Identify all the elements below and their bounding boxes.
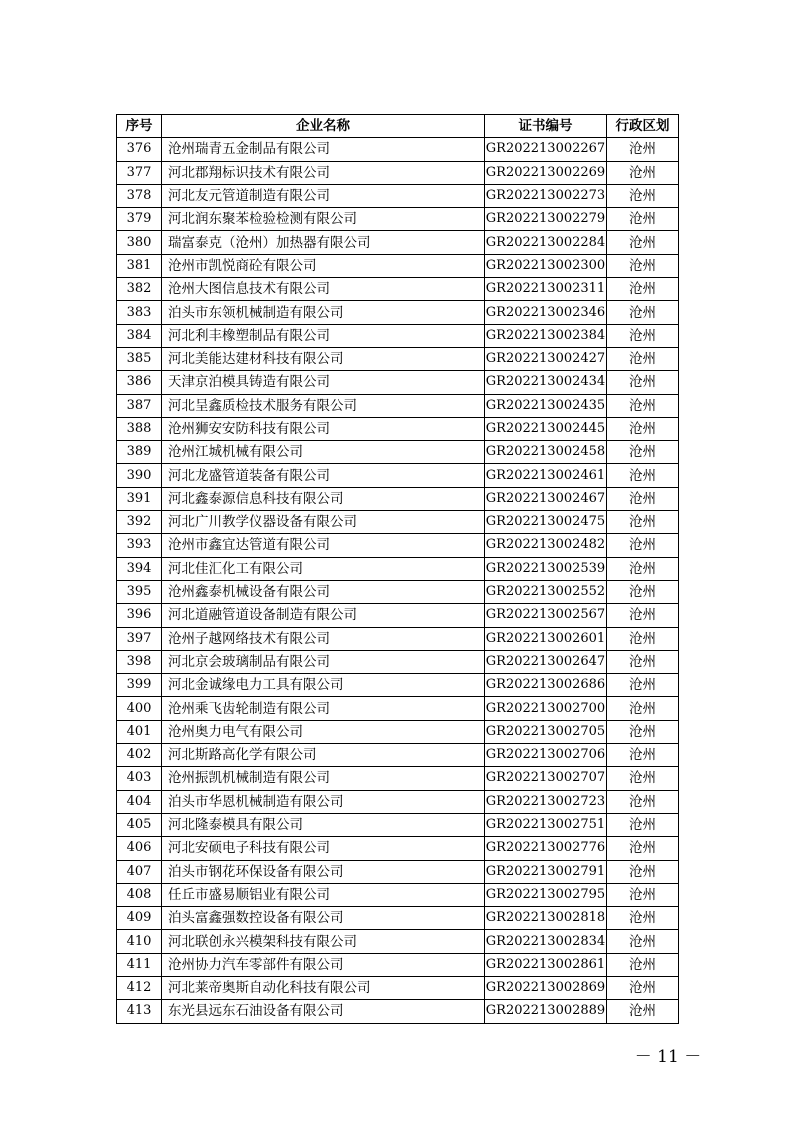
- serial-number-cell: 382: [117, 278, 162, 301]
- region-cell: 沧州: [607, 813, 679, 836]
- certificate-number-cell: GR202213002434: [485, 371, 607, 394]
- certificate-number-cell: GR202213002284: [485, 231, 607, 254]
- region-cell: 沧州: [607, 511, 679, 534]
- serial-number-cell: 405: [117, 813, 162, 836]
- region-cell: 沧州: [607, 674, 679, 697]
- serial-number-cell: 411: [117, 953, 162, 976]
- serial-number-cell: 408: [117, 883, 162, 906]
- certificate-number-cell: GR202213002601: [485, 627, 607, 650]
- serial-number-cell: 381: [117, 254, 162, 277]
- company-name-cell: 沧州协力汽车零部件有限公司: [162, 953, 485, 976]
- company-name-cell: 河北利丰橡塑制品有限公司: [162, 324, 485, 347]
- certificate-number-cell: GR202213002273: [485, 184, 607, 207]
- region-cell: 沧州: [607, 371, 679, 394]
- header-region: 行政区划: [607, 115, 679, 138]
- region-cell: 沧州: [607, 184, 679, 207]
- certificate-number-cell: GR202213002705: [485, 720, 607, 743]
- certificate-number-cell: GR202213002467: [485, 487, 607, 510]
- certificate-number-cell: GR202213002445: [485, 417, 607, 440]
- table-row: [117, 720, 679, 743]
- serial-number-cell: 385: [117, 347, 162, 370]
- certificate-number-cell: GR202213002776: [485, 837, 607, 860]
- table-row: [117, 557, 679, 580]
- company-table: [116, 114, 679, 1024]
- serial-number-cell: 376: [117, 138, 162, 161]
- table-row: [117, 394, 679, 417]
- serial-number-cell: 399: [117, 674, 162, 697]
- certificate-number-cell: GR202213002889: [485, 1000, 607, 1023]
- certificate-number-cell: GR202213002458: [485, 441, 607, 464]
- company-name-cell: 河北道融管道设备制造有限公司: [162, 604, 485, 627]
- region-cell: 沧州: [607, 278, 679, 301]
- certificate-number-cell: GR202213002482: [485, 534, 607, 557]
- certificate-number-cell: GR202213002269: [485, 161, 607, 184]
- company-name-cell: 河北呈鑫质检技术服务有限公司: [162, 394, 485, 417]
- region-cell: 沧州: [607, 930, 679, 953]
- serial-number-cell: 388: [117, 417, 162, 440]
- company-name-cell: 河北斯路高化学有限公司: [162, 744, 485, 767]
- table-row: [117, 883, 679, 906]
- serial-number-cell: 378: [117, 184, 162, 207]
- certificate-number-cell: GR202213002346: [485, 301, 607, 324]
- company-name-cell: 沧州江城机械有限公司: [162, 441, 485, 464]
- region-cell: 沧州: [607, 347, 679, 370]
- company-name-cell: 河北佳汇化工有限公司: [162, 557, 485, 580]
- certificate-number-cell: GR202213002384: [485, 324, 607, 347]
- serial-number-cell: 383: [117, 301, 162, 324]
- table-row: [117, 627, 679, 650]
- region-cell: 沧州: [607, 907, 679, 930]
- region-cell: 沧州: [607, 208, 679, 231]
- serial-number-cell: 392: [117, 511, 162, 534]
- region-cell: 沧州: [607, 650, 679, 673]
- company-name-cell: 沧州瑞青五金制品有限公司: [162, 138, 485, 161]
- page-number: － 11 －: [634, 1047, 702, 1067]
- table-row: [117, 511, 679, 534]
- region-cell: 沧州: [607, 417, 679, 440]
- region-cell: 沧州: [607, 953, 679, 976]
- company-name-cell: 泊头富鑫强数控设备有限公司: [162, 907, 485, 930]
- region-cell: 沧州: [607, 767, 679, 790]
- region-cell: 沧州: [607, 301, 679, 324]
- certificate-number-cell: GR202213002435: [485, 394, 607, 417]
- region-cell: 沧州: [607, 720, 679, 743]
- company-name-cell: 东光县远东石油设备有限公司: [162, 1000, 485, 1023]
- serial-number-cell: 397: [117, 627, 162, 650]
- table-body: [117, 138, 679, 1023]
- region-cell: 沧州: [607, 138, 679, 161]
- serial-number-cell: 390: [117, 464, 162, 487]
- certificate-number-cell: GR202213002791: [485, 860, 607, 883]
- region-cell: 沧州: [607, 627, 679, 650]
- company-name-cell: 瑞富泰克（沧州）加热器有限公司: [162, 231, 485, 254]
- table-row: [117, 697, 679, 720]
- certificate-number-cell: GR202213002686: [485, 674, 607, 697]
- region-cell: 沧州: [607, 883, 679, 906]
- region-cell: 沧州: [607, 557, 679, 580]
- serial-number-cell: 387: [117, 394, 162, 417]
- region-cell: 沧州: [607, 744, 679, 767]
- company-name-cell: 河北郡翔标识技术有限公司: [162, 161, 485, 184]
- region-cell: 沧州: [607, 324, 679, 347]
- serial-number-cell: 384: [117, 324, 162, 347]
- table-row: [117, 534, 679, 557]
- region-cell: 沧州: [607, 487, 679, 510]
- certificate-number-cell: GR202213002567: [485, 604, 607, 627]
- region-cell: 沧州: [607, 464, 679, 487]
- certificate-number-cell: GR202213002869: [485, 976, 607, 999]
- region-cell: 沧州: [607, 1000, 679, 1023]
- table-row: [117, 976, 679, 999]
- certificate-number-cell: GR202213002700: [485, 697, 607, 720]
- table-row: [117, 417, 679, 440]
- company-name-cell: 河北润东聚苯检验检测有限公司: [162, 208, 485, 231]
- table-row: [117, 231, 679, 254]
- serial-number-cell: 409: [117, 907, 162, 930]
- region-cell: 沧州: [607, 534, 679, 557]
- certificate-number-cell: GR202213002300: [485, 254, 607, 277]
- table-row: [117, 487, 679, 510]
- header-company-name: 企业名称: [162, 115, 485, 138]
- serial-number-cell: 398: [117, 650, 162, 673]
- company-name-cell: 沧州市凯悦商砼有限公司: [162, 254, 485, 277]
- company-name-cell: 泊头市东领机械制造有限公司: [162, 301, 485, 324]
- table-row: [117, 161, 679, 184]
- table-row: [117, 650, 679, 673]
- certificate-number-cell: GR202213002723: [485, 790, 607, 813]
- table-row: [117, 953, 679, 976]
- company-name-cell: 河北隆泰模具有限公司: [162, 813, 485, 836]
- region-cell: 沧州: [607, 976, 679, 999]
- certificate-number-cell: GR202213002461: [485, 464, 607, 487]
- table-row: [117, 1000, 679, 1023]
- region-cell: 沧州: [607, 441, 679, 464]
- certificate-number-cell: GR202213002311: [485, 278, 607, 301]
- table-row: [117, 604, 679, 627]
- serial-number-cell: 401: [117, 720, 162, 743]
- table-row: [117, 184, 679, 207]
- certificate-number-cell: GR202213002647: [485, 650, 607, 673]
- company-name-cell: 泊头市华恩机械制造有限公司: [162, 790, 485, 813]
- serial-number-cell: 380: [117, 231, 162, 254]
- company-name-cell: 河北安硕电子科技有限公司: [162, 837, 485, 860]
- certificate-number-cell: GR202213002427: [485, 347, 607, 370]
- company-name-cell: 河北美能达建材科技有限公司: [162, 347, 485, 370]
- region-cell: 沧州: [607, 254, 679, 277]
- company-name-cell: 沧州鑫泰机械设备有限公司: [162, 580, 485, 603]
- table-row: [117, 767, 679, 790]
- table-row: [117, 837, 679, 860]
- certificate-number-cell: GR202213002795: [485, 883, 607, 906]
- company-name-cell: 河北广川教学仪器设备有限公司: [162, 511, 485, 534]
- serial-number-cell: 395: [117, 580, 162, 603]
- region-cell: 沧州: [607, 860, 679, 883]
- serial-number-cell: 393: [117, 534, 162, 557]
- certificate-number-cell: GR202213002707: [485, 767, 607, 790]
- serial-number-cell: 402: [117, 744, 162, 767]
- serial-number-cell: 407: [117, 860, 162, 883]
- table-row: [117, 324, 679, 347]
- table-row: [117, 441, 679, 464]
- region-cell: 沧州: [607, 394, 679, 417]
- company-name-cell: 河北龙盛管道装备有限公司: [162, 464, 485, 487]
- table-row: [117, 930, 679, 953]
- table-row: [117, 464, 679, 487]
- company-name-cell: 沧州乘飞齿轮制造有限公司: [162, 697, 485, 720]
- company-name-cell: 河北友元管道制造有限公司: [162, 184, 485, 207]
- company-name-cell: 沧州振凯机械制造有限公司: [162, 767, 485, 790]
- region-cell: 沧州: [607, 604, 679, 627]
- table-row: [117, 744, 679, 767]
- region-cell: 沧州: [607, 790, 679, 813]
- company-name-cell: 沧州市鑫宜达管道有限公司: [162, 534, 485, 557]
- company-name-cell: 沧州大图信息技术有限公司: [162, 278, 485, 301]
- company-name-cell: 沧州奥力电气有限公司: [162, 720, 485, 743]
- serial-number-cell: 396: [117, 604, 162, 627]
- serial-number-cell: 389: [117, 441, 162, 464]
- table-row: [117, 580, 679, 603]
- certificate-number-cell: GR202213002861: [485, 953, 607, 976]
- certificate-number-cell: GR202213002552: [485, 580, 607, 603]
- serial-number-cell: 412: [117, 976, 162, 999]
- header-certificate-number: 证书编号: [485, 115, 607, 138]
- table-row: [117, 208, 679, 231]
- serial-number-cell: 410: [117, 930, 162, 953]
- company-name-cell: 河北莱帝奥斯自动化科技有限公司: [162, 976, 485, 999]
- certificate-number-cell: GR202213002539: [485, 557, 607, 580]
- serial-number-cell: 404: [117, 790, 162, 813]
- company-name-cell: 沧州狮安安防科技有限公司: [162, 417, 485, 440]
- table-row: [117, 907, 679, 930]
- serial-number-cell: 386: [117, 371, 162, 394]
- table-row: [117, 371, 679, 394]
- table-row: [117, 860, 679, 883]
- certificate-number-cell: GR202213002818: [485, 907, 607, 930]
- company-name-cell: 天津京泊模具铸造有限公司: [162, 371, 485, 394]
- company-name-cell: 河北金诚缘电力工具有限公司: [162, 674, 485, 697]
- table-row: [117, 138, 679, 161]
- certificate-number-cell: GR202213002279: [485, 208, 607, 231]
- region-cell: 沧州: [607, 837, 679, 860]
- table-header-row: [117, 115, 679, 138]
- table-row: [117, 278, 679, 301]
- company-name-cell: 任丘市盛易顺铝业有限公司: [162, 883, 485, 906]
- table-row: [117, 347, 679, 370]
- company-name-cell: 泊头市钢花环保设备有限公司: [162, 860, 485, 883]
- company-name-cell: 沧州子越网络技术有限公司: [162, 627, 485, 650]
- serial-number-cell: 413: [117, 1000, 162, 1023]
- table-row: [117, 813, 679, 836]
- company-name-cell: 河北鑫泰源信息科技有限公司: [162, 487, 485, 510]
- certificate-number-cell: GR202213002751: [485, 813, 607, 836]
- serial-number-cell: 394: [117, 557, 162, 580]
- region-cell: 沧州: [607, 697, 679, 720]
- table-row: [117, 301, 679, 324]
- table-row: [117, 674, 679, 697]
- certificate-number-cell: GR202213002834: [485, 930, 607, 953]
- serial-number-cell: 400: [117, 697, 162, 720]
- serial-number-cell: 377: [117, 161, 162, 184]
- company-name-cell: 河北联创永兴模架科技有限公司: [162, 930, 485, 953]
- region-cell: 沧州: [607, 231, 679, 254]
- serial-number-cell: 391: [117, 487, 162, 510]
- serial-number-cell: 406: [117, 837, 162, 860]
- region-cell: 沧州: [607, 161, 679, 184]
- region-cell: 沧州: [607, 580, 679, 603]
- certificate-number-cell: GR202213002706: [485, 744, 607, 767]
- company-name-cell: 河北京会玻璃制品有限公司: [162, 650, 485, 673]
- header-serial-number: 序号: [117, 115, 162, 138]
- table-row: [117, 790, 679, 813]
- table-row: [117, 254, 679, 277]
- serial-number-cell: 403: [117, 767, 162, 790]
- serial-number-cell: 379: [117, 208, 162, 231]
- certificate-number-cell: GR202213002267: [485, 138, 607, 161]
- certificate-number-cell: GR202213002475: [485, 511, 607, 534]
